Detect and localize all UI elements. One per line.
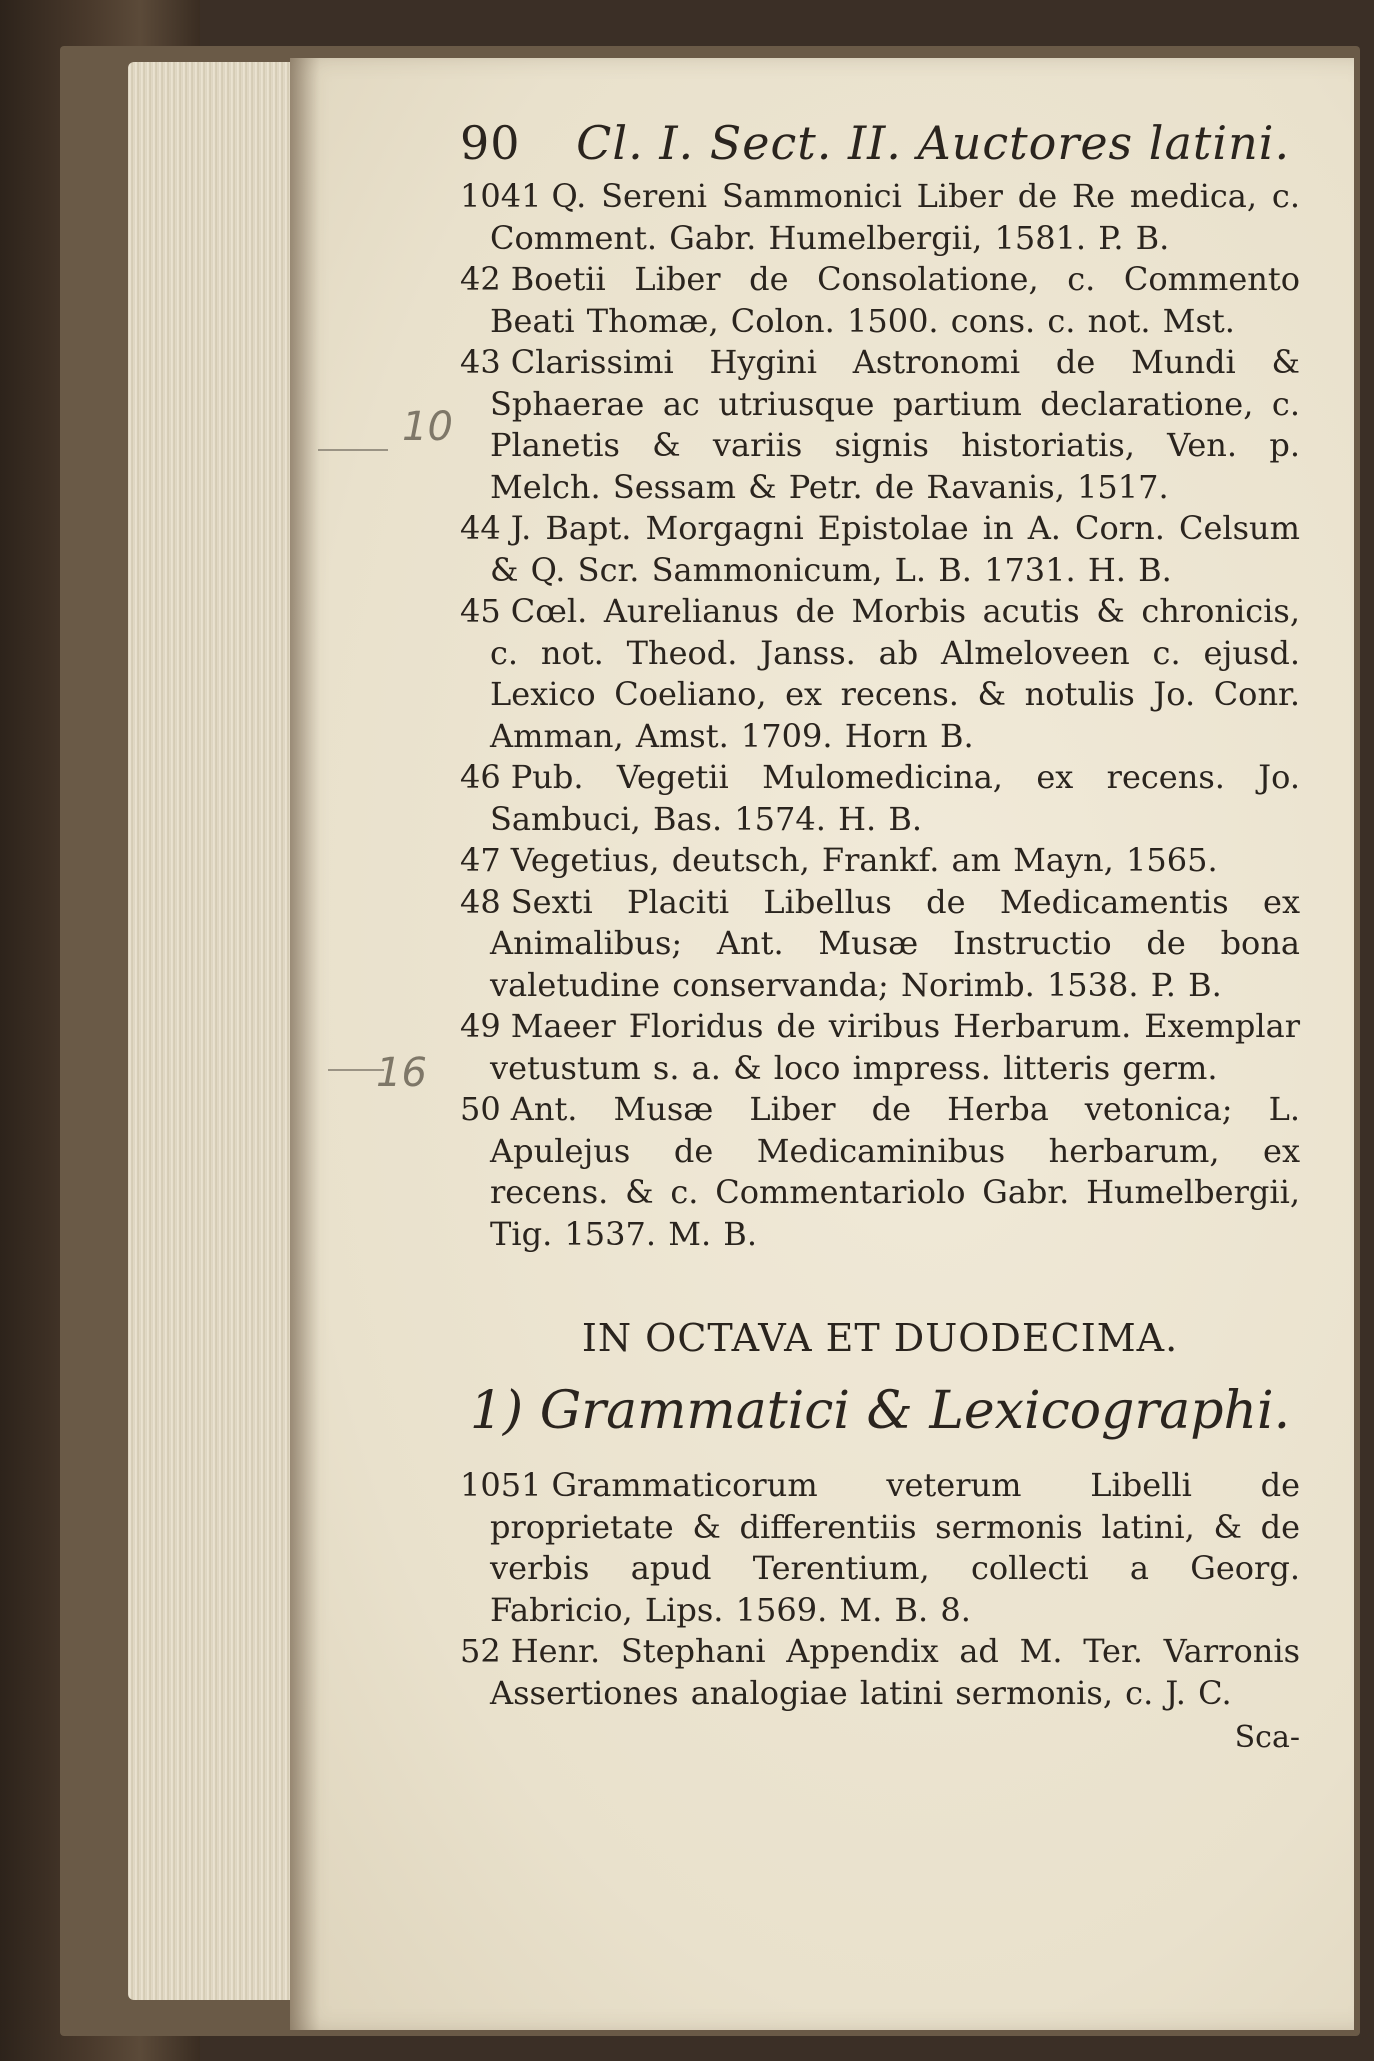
- page-content: [460, 110, 1300, 1755]
- page-edges: [128, 62, 298, 2000]
- entry-number: 44: [460, 509, 501, 547]
- catalog-entry: [460, 259, 1300, 342]
- subsection-heading: 1) Grammatici & Lexicographi.: [469, 1381, 1291, 1441]
- entry-number: 47: [460, 841, 501, 879]
- entry-number: 43: [460, 343, 501, 381]
- margin-tick-1: [318, 449, 388, 451]
- entry-number: 1051: [460, 1466, 542, 1504]
- entry-number: 1041: [460, 177, 542, 215]
- entry-number: 45: [460, 592, 501, 630]
- catalog-entry: [460, 176, 1300, 259]
- page-number: 90: [460, 116, 521, 170]
- entry-number: 48: [460, 882, 501, 921]
- margin-note-2: 16: [376, 1050, 427, 1096]
- entry-number: 49: [460, 1007, 501, 1045]
- entry-number: 46: [460, 758, 501, 796]
- catalog-entry: [460, 882, 1300, 1007]
- running-header: [460, 110, 1300, 176]
- catalog-entry: [460, 1465, 1300, 1631]
- entry-text: J. Bapt. Morgagni Epistolae in A. Corn. Celsum & Q. Scr. Sammonicum, L. B. 1731. H. B.: [490, 509, 1300, 589]
- entry-text: Clarissimi Hygini Astronomi de Mundi & Sphaerae ac utriusque partium declaratione, c. Planetis & variis signis historiatis, Ven. p. Melch. Sessam & Petr. de Ravanis, 1517.: [490, 343, 1300, 506]
- entry-text: Ant. Musæ Liber de Herba vetonica; L. Apulejus de Medicaminibus herbarum, ex recens. & c. Commentariolo Gabr. Humelbergii, Tig. 1537. M. B.: [490, 1090, 1300, 1253]
- catalog-entry: [460, 1089, 1300, 1255]
- entry-text: Pub. Vegetii Mulomedicina, ex recens. Jo. Sambuci, Bas. 1574. H. B.: [490, 758, 1300, 838]
- entry-number: 52: [460, 1632, 501, 1670]
- catalog-entry: [460, 342, 1300, 508]
- page-gutter-shadow: [290, 58, 320, 2030]
- catalog-entry: [460, 840, 1300, 882]
- entry-text: Henr. Stephani Appendix ad M. Ter. Varronis Assertiones analogiae latini sermonis, c. J. C.: [490, 1632, 1300, 1712]
- entry-text: Maeer Floridus de viribus Herbarum. Exemplar vetustum s. a. & loco impress. litteris germ.: [490, 1007, 1300, 1087]
- entry-number: 42: [460, 260, 501, 298]
- catalog-entry: [460, 508, 1300, 591]
- catalog-entry: [460, 757, 1300, 840]
- entry-number: 50: [460, 1090, 501, 1128]
- catchword: Sca-: [1234, 1720, 1300, 1755]
- entry-text: Sexti Placiti Libellus de Medicamentis ex Animalibus; Ant. Musæ Instructio de bona valetudine conservanda; Norimb. 1538. P. B.: [490, 882, 1300, 1004]
- catalog-entry: [460, 591, 1300, 757]
- margin-note-1: 10: [402, 404, 453, 450]
- entry-text: Q. Sereni Sammonici Liber de Re medica, c. Comment. Gabr. Humelbergii, 1581. P. B.: [490, 177, 1300, 257]
- entry-text: Vegetius, deutsch, Frankf. am Mayn, 1565.: [510, 841, 1218, 879]
- entry-text: Grammaticorum veterum Libelli de proprietate & differentiis sermonis latini, & de verbis apud Terentium, collecti a Georg. Fabricio, Lips. 1569. M. B. 8.: [490, 1466, 1300, 1629]
- entry-text: Cœl. Aurelianus de Morbis acutis & chronicis, c. not. Theod. Janss. ab Almeloveen c. ejusd. Lexico Coeliano, ex recens. & notulis Jo. Conr. Amman, Amst. 1709. Horn B.: [490, 592, 1300, 755]
- catalog-entry: [460, 1631, 1300, 1714]
- entries-bottom: [460, 1465, 1300, 1714]
- catalog-entry: [460, 1006, 1300, 1089]
- entries-top: [460, 176, 1300, 1255]
- entry-text: Boetii Liber de Consolatione, c. Commento Beati Thomæ, Colon. 1500. cons. c. not. Mst.: [490, 260, 1300, 340]
- running-title: Cl. I. Sect. II. Auctores latini.: [576, 116, 1291, 170]
- section-heading: IN OCTAVA ET DUODECIMA.: [581, 1316, 1179, 1360]
